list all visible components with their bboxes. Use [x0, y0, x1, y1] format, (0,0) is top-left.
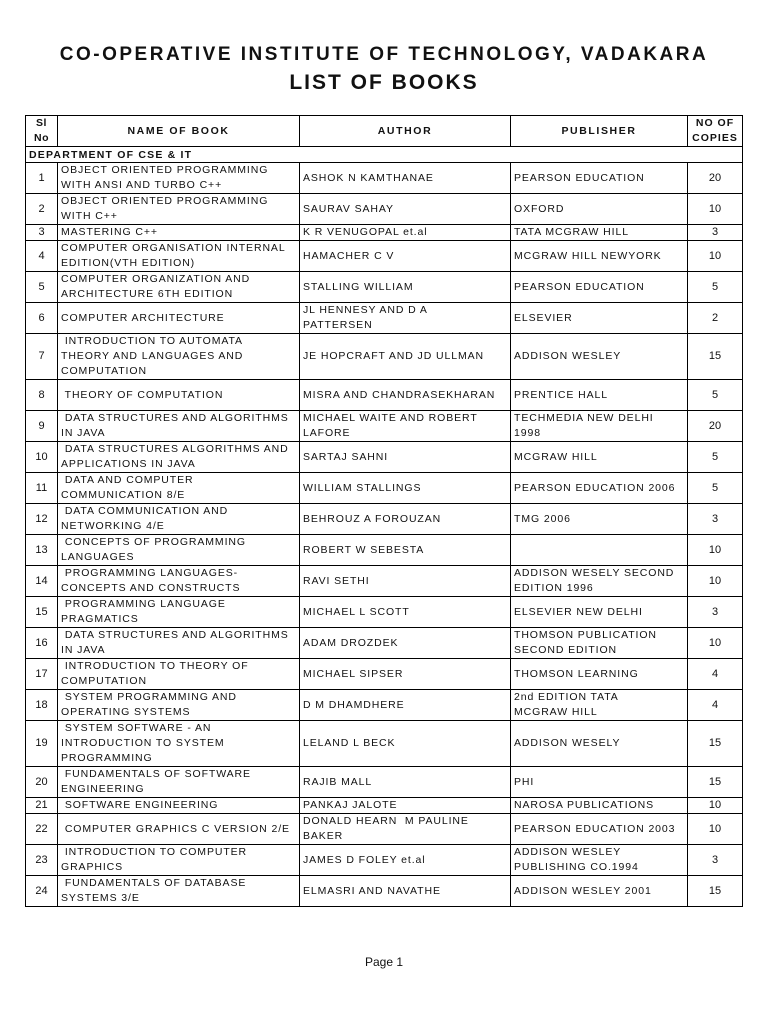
sl-no-cell: 15: [26, 597, 58, 628]
sl-no-cell: 10: [26, 442, 58, 473]
copies-cell: 20: [688, 163, 743, 194]
book-name-cell: [58, 798, 300, 814]
book-name-line: CONCEPTS OF PROGRAMMING: [61, 536, 246, 548]
table-row: [26, 767, 743, 798]
publisher-cell: [511, 845, 688, 876]
sl-no-cell: 11: [26, 473, 58, 504]
sl-no-cell: 2: [26, 194, 58, 225]
book-name-line: COMPUTER ARCHITECTURE: [61, 311, 225, 324]
publisher-line: EDITION 1996: [514, 582, 594, 594]
author-line: WILLIAM STALLINGS: [303, 481, 422, 494]
list-title: LIST OF BOOKS: [289, 71, 479, 94]
sl-no-cell: 23: [26, 845, 58, 876]
book-name-line: MASTERING C++: [61, 226, 158, 238]
author-line: RAVI SETHI: [303, 574, 370, 587]
copies-cell: 10: [688, 241, 743, 272]
book-name-cell: [58, 194, 300, 225]
publisher-cell: [511, 380, 688, 411]
author-cell: [300, 303, 511, 334]
publisher-line: ELSEVIER NEW DELHI: [514, 605, 643, 618]
book-name-line: THEORY OF COMPUTATION: [61, 388, 224, 401]
book-name-line: SOFTWARE ENGINEERING: [61, 799, 219, 811]
publisher-line: ADDISON WESELY: [514, 737, 621, 749]
book-name-line: OBJECT ORIENTED PROGRAMMING: [61, 164, 269, 176]
sl-no-cell: 19: [26, 721, 58, 767]
publisher-line: MCGRAW HILL NEWYORK: [514, 249, 662, 262]
book-name-cell: [58, 767, 300, 798]
publisher-cell: [511, 690, 688, 721]
table-row: [26, 535, 743, 566]
publisher-line: TATA MCGRAW HILL: [514, 226, 629, 238]
publisher-line: PEARSON EDUCATION: [514, 171, 645, 184]
author-cell: [300, 876, 511, 907]
publisher-cell: [511, 473, 688, 504]
book-name-line: SYSTEMS 3/E: [61, 892, 140, 904]
book-name-line: OBJECT ORIENTED PROGRAMMING: [61, 195, 269, 207]
book-name-line: DATA STRUCTURES AND ALGORITHMS: [61, 412, 289, 424]
author-cell: [300, 334, 511, 380]
book-name-line: IN JAVA: [61, 644, 106, 656]
book-name-cell: [58, 659, 300, 690]
publisher-cell: [511, 628, 688, 659]
table-row: [26, 225, 743, 241]
publisher-line: ADDISON WESLEY: [514, 846, 622, 858]
author-cell: [300, 241, 511, 272]
copies-cell: 20: [688, 411, 743, 442]
copies-cell: 10: [688, 814, 743, 845]
sl-no-cell: 3: [26, 225, 58, 241]
author-cell: [300, 690, 511, 721]
book-name-cell: [58, 504, 300, 535]
book-name-line: COMPUTATION: [61, 675, 147, 687]
book-name-line: DATA STRUCTURES AND ALGORITHMS: [61, 629, 289, 641]
publisher-line: ADDISON WESLEY: [514, 350, 622, 362]
copies-cell: 3: [688, 225, 743, 241]
copies-cell: 3: [688, 845, 743, 876]
book-name-line: THEORY AND LANGUAGES AND: [61, 350, 244, 362]
table-row: [26, 628, 743, 659]
author-line: LELAND L BECK: [303, 737, 396, 749]
copies-cell: 5: [688, 272, 743, 303]
publisher-cell: [511, 411, 688, 442]
book-name-line: OPERATING SYSTEMS: [61, 706, 191, 718]
book-name-cell: [58, 628, 300, 659]
table-row: [26, 473, 743, 504]
book-name-line: COMPUTATION: [61, 365, 147, 377]
book-name-cell: [58, 535, 300, 566]
copies-cell: 15: [688, 876, 743, 907]
copies-cell: 3: [688, 597, 743, 628]
publisher-line: NAROSA PUBLICATIONS: [514, 799, 655, 811]
book-name-line: SYSTEM SOFTWARE - AN: [61, 722, 212, 734]
table-row: [26, 814, 743, 845]
copies-cell: 15: [688, 767, 743, 798]
table-row: [26, 241, 743, 272]
sl-no-cell: 7: [26, 334, 58, 380]
book-name-line: ARCHITECTURE 6TH EDITION: [61, 288, 234, 300]
book-name-cell: [58, 163, 300, 194]
book-name-line: WITH ANSI AND TURBO C++: [61, 179, 223, 191]
sl-no-cell: 24: [26, 876, 58, 907]
department-label: DEPARTMENT OF CSE & IT: [26, 147, 743, 163]
author-line: ROBERT W SEBESTA: [303, 543, 425, 556]
publisher-line: MCGRAW HILL: [514, 450, 598, 463]
copies-cell: 5: [688, 380, 743, 411]
col-header-sl-line2: No: [34, 132, 49, 144]
book-name-line: INTRODUCTION TO AUTOMATA: [61, 335, 243, 347]
author-line: BEHROUZ A FOROUZAN: [303, 512, 442, 525]
book-name-line: DATA COMMUNICATION AND: [61, 505, 229, 517]
book-name-line: APPLICATIONS IN JAVA: [61, 458, 196, 470]
author-cell: [300, 628, 511, 659]
book-name-cell: [58, 241, 300, 272]
book-name-line: INTRODUCTION TO COMPUTER: [61, 846, 248, 858]
author-line: D M DHAMDHERE: [303, 698, 405, 711]
author-line: ASHOK N KAMTHANAE: [303, 171, 434, 184]
book-name-line: GRAPHICS: [61, 861, 124, 873]
publisher-cell: [511, 272, 688, 303]
books-table: [25, 115, 743, 907]
book-name-line: DATA AND COMPUTER: [61, 474, 194, 486]
author-line: PANKAJ JALOTE: [303, 799, 398, 811]
book-name-cell: [58, 814, 300, 845]
page-number: Page 1: [364, 955, 404, 969]
copies-cell: 10: [688, 194, 743, 225]
publisher-line: PUBLISHING CO.1994: [514, 861, 639, 873]
copies-cell: 5: [688, 473, 743, 504]
copies-cell: 10: [688, 628, 743, 659]
table-row: [26, 411, 743, 442]
book-name-line: SYSTEM PROGRAMMING AND: [61, 691, 237, 703]
copies-cell: 15: [688, 334, 743, 380]
sl-no-cell: 8: [26, 380, 58, 411]
publisher-line: MCGRAW HILL: [514, 706, 598, 718]
book-name-line: WITH C++: [61, 210, 118, 222]
publisher-cell: [511, 876, 688, 907]
book-name-cell: [58, 566, 300, 597]
table-row: [26, 380, 743, 411]
author-cell: [300, 380, 511, 411]
table-row: [26, 597, 743, 628]
publisher-line: 2nd EDITION TATA: [514, 691, 619, 703]
author-cell: [300, 442, 511, 473]
book-name-line: IN JAVA: [61, 427, 106, 439]
table-header-row: [26, 116, 743, 147]
publisher-line: THOMSON PUBLICATION: [514, 629, 657, 641]
book-name-cell: [58, 380, 300, 411]
author-line: MICHAEL SIPSER: [303, 667, 404, 680]
copies-cell: 5: [688, 442, 743, 473]
author-line: ADAM DROZDEK: [303, 636, 399, 649]
author-line: LAFORE: [303, 427, 351, 439]
author-cell: [300, 504, 511, 535]
book-name-line: DATA STRUCTURES ALGORITHMS AND: [61, 443, 289, 455]
author-line: BAKER: [303, 830, 344, 842]
publisher-line: PEARSON EDUCATION 2006: [514, 481, 676, 494]
author-line: RAJIB MALL: [303, 775, 373, 788]
publisher-cell: [511, 241, 688, 272]
author-cell: [300, 721, 511, 767]
publisher-line: ADDISON WESELY SECOND: [514, 567, 675, 579]
publisher-cell: [511, 566, 688, 597]
book-name-line: PROGRAMMING LANGUAGES-: [61, 567, 239, 579]
author-line: DONALD HEARN M PAULINE: [303, 815, 469, 827]
publisher-cell: [511, 225, 688, 241]
sl-no-cell: 4: [26, 241, 58, 272]
sl-no-cell: 5: [26, 272, 58, 303]
book-name-cell: [58, 272, 300, 303]
col-header-author: AUTHOR: [300, 116, 511, 147]
copies-cell: 10: [688, 566, 743, 597]
col-header-name: NAME OF BOOK: [58, 116, 300, 147]
copies-cell: 3: [688, 504, 743, 535]
author-line: SAURAV SAHAY: [303, 202, 394, 215]
book-name-line: LANGUAGES: [61, 551, 135, 563]
author-cell: [300, 798, 511, 814]
author-cell: [300, 814, 511, 845]
author-cell: [300, 767, 511, 798]
author-line: JL HENNESY AND D A: [303, 304, 428, 316]
publisher-line: THOMSON LEARNING: [514, 667, 639, 680]
author-cell: [300, 597, 511, 628]
col-header-copies-line2: COPIES: [692, 132, 738, 144]
book-name-line: PRAGMATICS: [61, 613, 139, 625]
sl-no-cell: 1: [26, 163, 58, 194]
table-row: [26, 721, 743, 767]
publisher-cell: [511, 767, 688, 798]
sl-no-cell: 12: [26, 504, 58, 535]
author-cell: [300, 535, 511, 566]
book-name-cell: [58, 597, 300, 628]
book-name-cell: [58, 473, 300, 504]
book-name-line: COMPUTER ORGANISATION INTERNAL: [61, 242, 286, 254]
publisher-cell: [511, 814, 688, 845]
book-name-cell: [58, 442, 300, 473]
book-name-cell: [58, 876, 300, 907]
publisher-line: ELSEVIER: [514, 311, 573, 324]
publisher-line: PRENTICE HALL: [514, 388, 608, 401]
publisher-line: PHI: [514, 775, 535, 788]
publisher-cell: [511, 334, 688, 380]
book-name-cell: [58, 225, 300, 241]
sl-no-cell: 16: [26, 628, 58, 659]
table-row: [26, 334, 743, 380]
sl-no-cell: 18: [26, 690, 58, 721]
book-name-cell: [58, 411, 300, 442]
author-cell: [300, 225, 511, 241]
publisher-cell: [511, 721, 688, 767]
author-line: STALLING WILLIAM: [303, 280, 414, 293]
book-name-line: INTRODUCTION TO THEORY OF: [61, 660, 249, 672]
col-header-copies: [688, 116, 743, 147]
col-header-publisher: PUBLISHER: [511, 116, 688, 147]
sl-no-cell: 14: [26, 566, 58, 597]
book-name-cell: [58, 334, 300, 380]
author-line: HAMACHER C V: [303, 249, 395, 262]
author-line: MICHAEL WAITE AND ROBERT: [303, 412, 478, 424]
author-line: JE HOPCRAFT AND JD ULLMAN: [303, 350, 484, 362]
publisher-cell: [511, 504, 688, 535]
book-name-line: NETWORKING 4/E: [61, 520, 165, 532]
book-name-cell: [58, 721, 300, 767]
table-row: [26, 798, 743, 814]
author-line: ELMASRI AND NAVATHE: [303, 884, 441, 897]
book-name-line: PROGRAMMING LANGUAGE: [61, 598, 226, 610]
book-name-line: ENGINEERING: [61, 783, 145, 795]
sl-no-cell: 20: [26, 767, 58, 798]
table-row: [26, 442, 743, 473]
table-row: [26, 194, 743, 225]
author-cell: [300, 194, 511, 225]
author-line: PATTERSEN: [303, 319, 373, 331]
author-line: MISRA AND CHANDRASEKHARAN: [303, 388, 496, 401]
publisher-cell: [511, 163, 688, 194]
publisher-cell: [511, 303, 688, 334]
sl-no-cell: 13: [26, 535, 58, 566]
publisher-line: TECHMEDIA NEW DELHI: [514, 412, 654, 424]
book-name-line: FUNDAMENTALS OF DATABASE: [61, 877, 247, 889]
author-line: MICHAEL L SCOTT: [303, 605, 410, 618]
copies-cell: 4: [688, 659, 743, 690]
author-cell: [300, 473, 511, 504]
author-line: SARTAJ SAHNI: [303, 450, 389, 463]
publisher-cell: [511, 798, 688, 814]
col-header-sl: [26, 116, 58, 147]
publisher-line: TMG 2006: [514, 512, 571, 525]
publisher-cell: [511, 659, 688, 690]
publisher-line: PEARSON EDUCATION 2003: [514, 822, 676, 835]
book-name-line: COMMUNICATION 8/E: [61, 489, 186, 501]
author-cell: [300, 163, 511, 194]
copies-cell: 15: [688, 721, 743, 767]
publisher-line: ADDISON WESLEY 2001: [514, 884, 652, 897]
col-header-copies-line1: NO OF: [695, 117, 735, 129]
publisher-line: 1998: [514, 427, 541, 439]
book-name-cell: [58, 303, 300, 334]
table-row: [26, 303, 743, 334]
sl-no-cell: 21: [26, 798, 58, 814]
publisher-line: OXFORD: [514, 202, 565, 215]
book-name-line: CONCEPTS AND CONSTRUCTS: [61, 582, 241, 594]
author-line: K R VENUGOPAL et.al: [303, 226, 428, 238]
publisher-cell: [511, 194, 688, 225]
book-name-cell: [58, 690, 300, 721]
publisher-cell: [511, 597, 688, 628]
book-name-line: FUNDAMENTALS OF SOFTWARE: [61, 768, 251, 780]
copies-cell: 10: [688, 535, 743, 566]
author-cell: [300, 411, 511, 442]
publisher-cell: [511, 535, 688, 566]
table-row: [26, 845, 743, 876]
book-name-line: PROGRAMMING: [61, 752, 153, 764]
author-cell: [300, 845, 511, 876]
table-row: [26, 566, 743, 597]
sl-no-cell: 22: [26, 814, 58, 845]
sl-no-cell: 17: [26, 659, 58, 690]
copies-cell: 2: [688, 303, 743, 334]
table-row: [26, 876, 743, 907]
table-row: [26, 659, 743, 690]
author-line: JAMES D FOLEY et.al: [303, 853, 426, 866]
table-row: [26, 690, 743, 721]
copies-cell: 4: [688, 690, 743, 721]
author-cell: [300, 566, 511, 597]
book-name-cell: [58, 845, 300, 876]
book-name-line: COMPUTER ORGANIZATION AND: [61, 273, 251, 285]
sl-no-cell: 9: [26, 411, 58, 442]
author-cell: [300, 659, 511, 690]
table-row: [26, 163, 743, 194]
publisher-cell: [511, 442, 688, 473]
author-cell: [300, 272, 511, 303]
copies-cell: 10: [688, 798, 743, 814]
table-row: [26, 272, 743, 303]
department-row: [26, 147, 743, 163]
book-name-line: EDITION(VTH EDITION): [61, 257, 196, 269]
institute-title: CO-OPERATIVE INSTITUTE OF TECHNOLOGY, VADAKARA: [59, 44, 709, 65]
publisher-line: PEARSON EDUCATION: [514, 280, 645, 293]
col-header-sl-line1: Sl: [36, 117, 47, 129]
sl-no-cell: 6: [26, 303, 58, 334]
book-name-line: INTRODUCTION TO SYSTEM: [61, 737, 225, 749]
publisher-line: SECOND EDITION: [514, 644, 618, 656]
book-name-line: COMPUTER GRAPHICS C VERSION 2/E: [61, 822, 290, 835]
table-row: [26, 504, 743, 535]
